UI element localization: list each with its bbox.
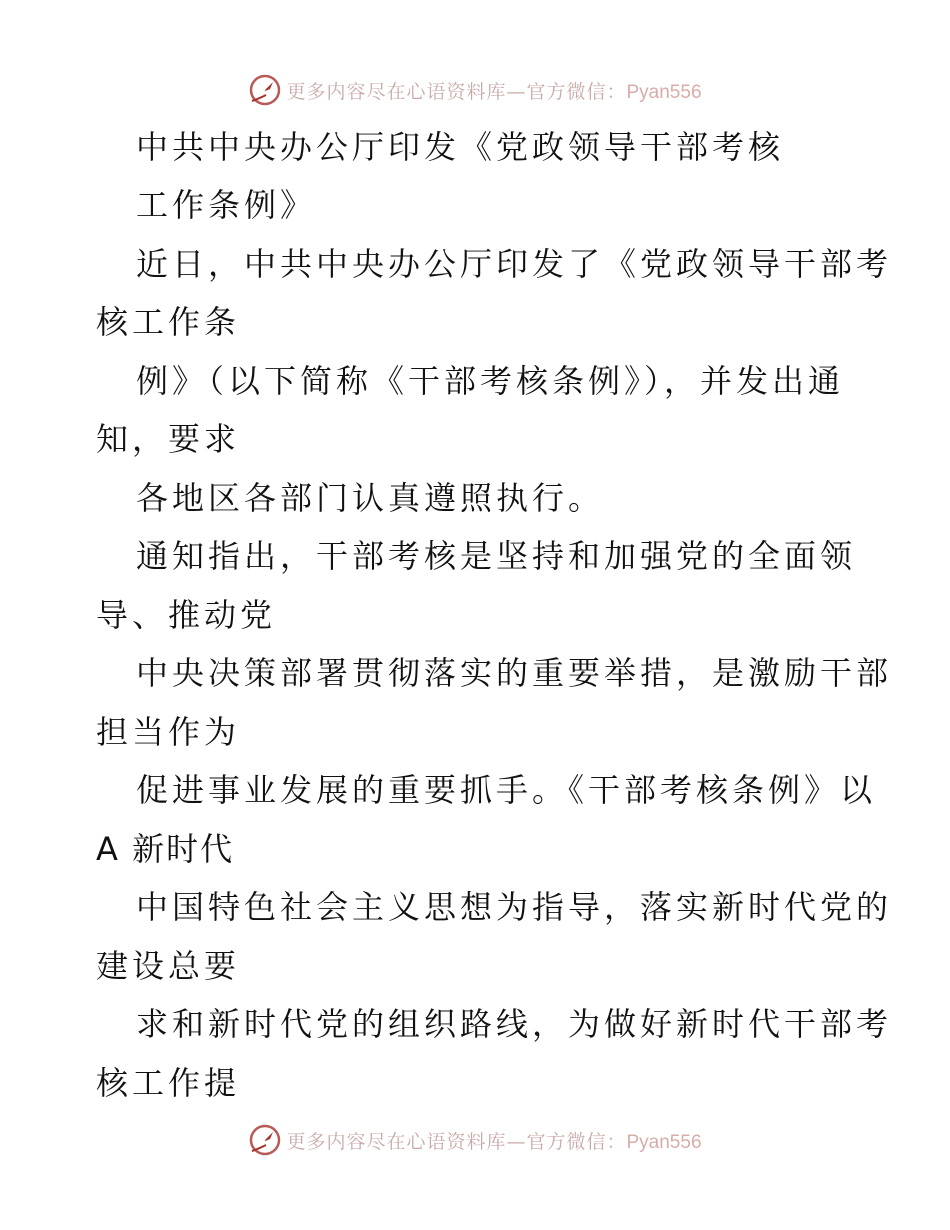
paragraph-line: 建设总要 <box>96 947 241 985</box>
paragraph-line: 各地区各部门认真遵照执行。 <box>136 479 605 517</box>
paragraph-line: 中国特色社会主义思想为指导，落实新时代党的 <box>136 888 893 926</box>
title-line-1: 中共中央办公厅印发《党政领导干部考核 <box>136 128 785 166</box>
paragraph-line: 例》（以下简称《干部考核条例》），并发出通 <box>136 362 845 400</box>
paragraph-line: 核工作提 <box>96 1064 241 1102</box>
feather-pen-circle-icon <box>248 1123 282 1157</box>
watermark-text: 更多内容尽在心语资料库—官方微信：Pyan556 <box>286 1130 702 1153</box>
footer-watermark <box>0 1120 950 1160</box>
paragraph-line: 知，要求 <box>96 420 241 458</box>
paragraph-line: 核工作条 <box>96 303 241 341</box>
paragraph-line: 近日，中共中央办公厅印发了《党政领导干部考 <box>136 245 893 283</box>
paragraph-line: A 新时代 <box>96 830 235 868</box>
feather-pen-circle-icon <box>248 73 282 107</box>
paragraph-line: 导、推动党 <box>96 596 277 634</box>
title-line-2: 工作条例》 <box>136 186 317 224</box>
paragraph-line: 求和新时代党的组织路线，为做好新时代干部考 <box>136 1005 893 1043</box>
paragraph-line: 促进事业发展的重要抓手。《干部考核条例》以 <box>136 771 877 809</box>
watermark-text: 更多内容尽在心语资料库—官方微信：Pyan556 <box>286 80 702 103</box>
paragraph-line: 通知指出，干部考核是坚持和加强党的全面领 <box>136 537 857 575</box>
paragraph-line: 担当作为 <box>96 713 241 751</box>
paragraph-line: 中央决策部署贯彻落实的重要举措，是激励干部 <box>136 654 893 692</box>
header-watermark <box>0 70 950 110</box>
